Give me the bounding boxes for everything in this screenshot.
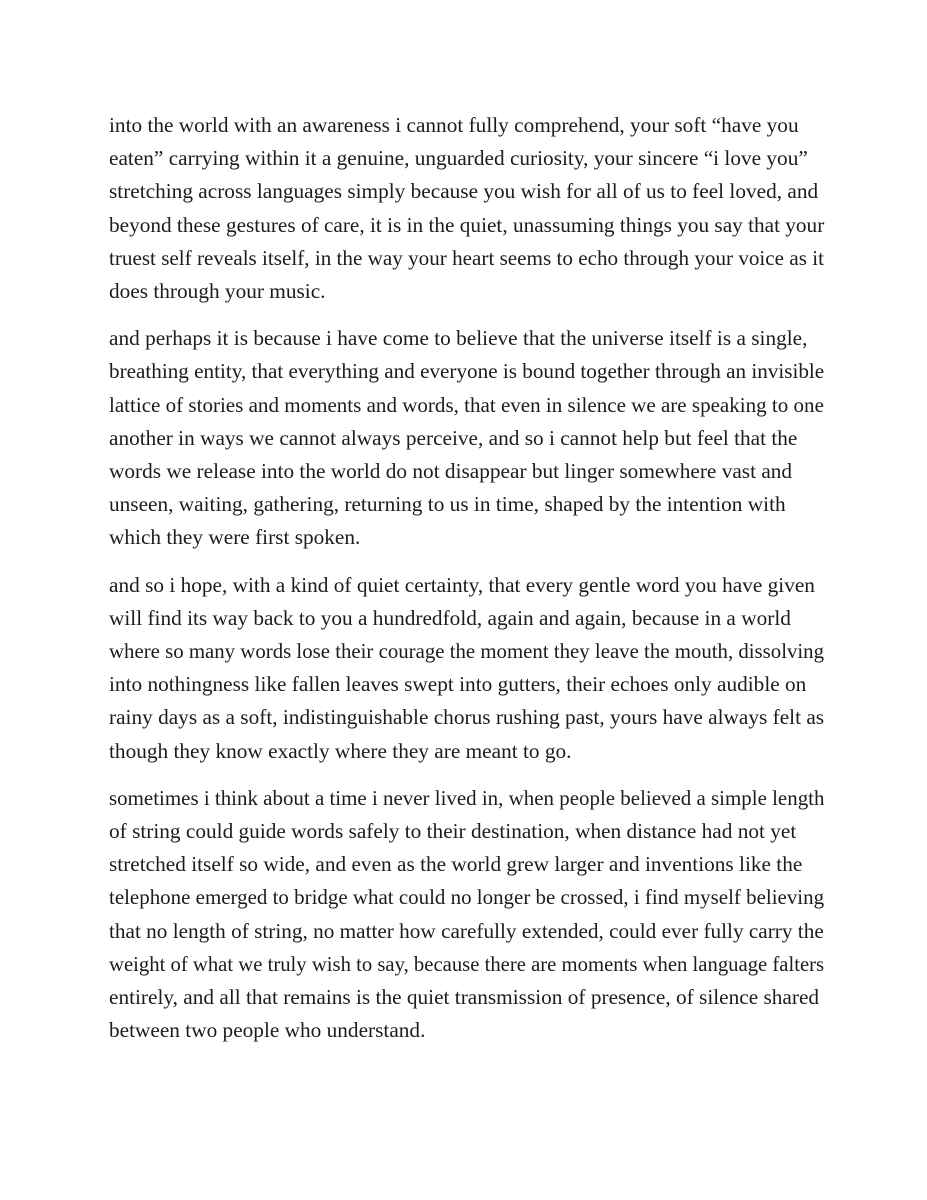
text-line: though they know exactly where they are meant to go. <box>109 738 572 763</box>
text-line: that no length of string, no matter how carefully extended, could ever fully carry the <box>109 918 824 943</box>
text-line: stretched itself so wide, and even as the world grew larger and inventions like the <box>109 852 803 877</box>
paragraph-2 <box>109 322 824 554</box>
text-line: eaten” carrying within it a genuine, unguarded curiosity, your sincere “i love you” <box>109 146 808 171</box>
paragraph-3 <box>109 569 824 768</box>
paragraph-4 <box>109 782 824 1048</box>
text-line: and so i hope, with a kind of quiet certainty, that every gentle word you have given <box>109 572 815 597</box>
text-line: which they were first spoken. <box>109 525 361 550</box>
paragraph-1 <box>109 109 824 308</box>
text-line: does through your music. <box>109 279 326 304</box>
text-line: where so many words lose their courage the moment they leave the mouth, dissolving <box>109 639 825 664</box>
text-line: unseen, waiting, gathering, returning to us in time, shaped by the intention with <box>109 492 786 517</box>
text-line: between two people who understand. <box>109 1018 426 1043</box>
text-line: truest self reveals itself, in the way your heart seems to echo through your voice as it <box>109 245 824 270</box>
text-line: sometimes i think about a time i never lived in, when people believed a simple length <box>109 785 825 810</box>
text-line: will find its way back to you a hundredfold, again and again, because in a world <box>109 605 791 630</box>
text-line: into the world with an awareness i cannot fully comprehend, your soft “have you <box>109 113 799 137</box>
text-line: stretching across languages simply because you wish for all of us to feel loved, and <box>109 179 819 204</box>
document-body <box>109 109 824 1061</box>
text-line: and perhaps it is because i have come to believe that the universe itself is a single, <box>109 326 808 351</box>
text-line: telephone emerged to bridge what could no longer be crossed, i find myself believing <box>109 885 825 910</box>
text-line: words we release into the world do not disappear but linger somewhere vast and <box>109 459 793 484</box>
text-line: rainy days as a soft, indistinguishable chorus rushing past, yours have always felt as <box>109 705 825 730</box>
text-line: into nothingness like fallen leaves swept into gutters, their echoes only audible on <box>109 672 807 697</box>
text-line: lattice of stories and moments and words, that even in silence we are speaking to one <box>109 392 824 417</box>
text-line: entirely, and all that remains is the quiet transmission of presence, of silence shared <box>109 985 820 1010</box>
text-line: weight of what we truly wish to say, because there are moments when language falters <box>109 951 825 976</box>
text-line: beyond these gestures of care, it is in the quiet, unassuming things you say that your <box>109 212 825 237</box>
text-line: another in ways we cannot always perceive, and so i cannot help but feel that the <box>109 425 798 450</box>
text-line: of string could guide words safely to their destination, when distance had not yet <box>109 819 797 844</box>
text-line: breathing entity, that everything and everyone is bound together through an invisible <box>109 359 825 384</box>
